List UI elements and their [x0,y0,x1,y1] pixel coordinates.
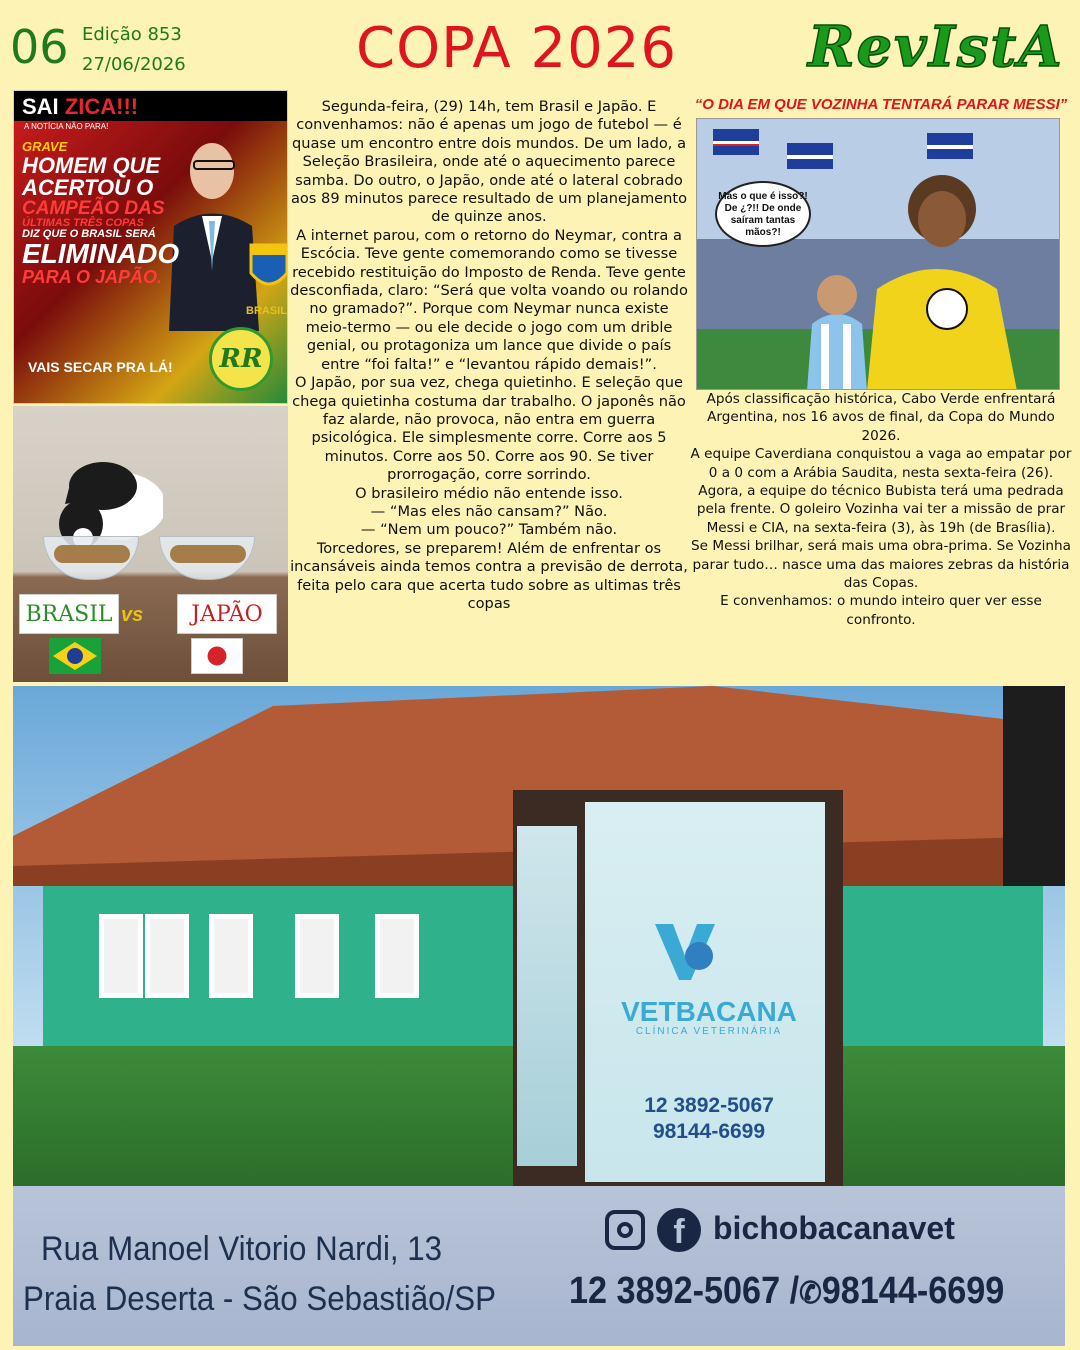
article-paragraph: A internet parou, com o retorno do Neymar, contra a Escócia. Teve gente comemorando como se tivesse recebido restituição do Imposto de Renda. Teve gente desconfiada, claro: “Será que volta voando ou rolando no gramado?”. Porque com Neymar nunca existe meio-termo — ou ele decide o jogo com um drible genial, ou protagoniza um lance que divide o país entre “foi falta!” e “levantou rápido demais!”. [290,226,688,373]
brazil-japan-article [290,98,688,613]
window [295,914,339,998]
edition-date: 27/06/2026 [82,54,186,75]
ad-brand: SAI ZICA!!! [22,94,139,119]
japao-card: JAPÃO [177,594,277,634]
window [145,914,189,998]
article-paragraph: — “Nem um pouco?” Também não. [360,521,618,539]
comic-illustration [696,118,1060,390]
brasil-card: BRASIL [19,594,119,634]
speech-bubble: Mas o que é isso?! De ¿?!! De onde saíram tantas mãos?! [715,181,811,247]
article-paragraph: Segunda-feira, (29) 14h, tem Brasil e Japão. E convenhamos: não é apenas um jogo de futebol — é quase um encontro entre dois mundos. De um lado, a Seleção Brasileira, onde até o aquecimento parece samba. Do outro, o Japão, onde até o lateral cobrado aos 89 minutos parece resultado de um planejamento de quinze anos. [290,98,688,226]
sign-phone-1: 12 3892-5067 [644,1094,774,1117]
window [99,914,143,998]
edition-info [82,20,186,80]
window [375,914,419,998]
window [209,914,253,998]
address-line-2: Praia Deserta - São Sebastião/SP [23,1280,496,1318]
address-line-1: Rua Manoel Vitorio Nardi, 13 [41,1230,443,1268]
social-handle: bichobacanavet [713,1210,955,1246]
cbf-shield-icon [247,239,288,297]
article-paragraph: Após classificação histórica, Cabo Verde enfrentará Argentina, nos 16 avos de final, da Copa do Mundo 2026. [706,391,1056,444]
cbf-label: BRASIL [246,305,287,317]
clinic-subtitle: CLÍNICA VETERINÁRIA [635,1026,783,1037]
article-paragraph: Torcedores, se preparem! Além de enfrentar os incansáveis ainda temos contra a previsão de derrota, feita pelo cara que acerta tudo sobre as ultimas três copas [290,539,688,612]
article-paragraph: O Japão, por sua vez, chega quietinho. E seleção que chega quietinha costuma dar trabalho. O japonês não faz alarde, não provoca, não entra em guerra psicológica. Ele simplesmente corre. Corre aos 5 minutos. Corre aos 50. Corre aos 90. Se tiver prorrogação, corre sorrindo. [292,374,686,484]
ad-grave-label: GRAVE [22,139,68,154]
contact-phones: 12 3892-5067 /✆98144-6699 [569,1270,1005,1312]
prediction-ad-image [13,90,288,404]
article-paragraph: Agora, a equipe do técnico Bubista terá uma pedrada pela frente. O goleiro Vozinha vai ter a missão de prar Messi e CIA, na sexta-feira (3), às 19h (de Brasília). [696,483,1066,536]
page-number: 06 [10,20,69,74]
clinic-name: VETBACANA [621,996,797,1027]
right-article-title: “O DIA EM QUE VOZINHA TENTARÁ PARAR MESSI” [694,96,1068,113]
sign-side-panel [517,826,577,1166]
facebook-icon: f [657,1208,701,1252]
edition-number: Edição 853 [82,24,182,45]
article-paragraph: — “Mas eles não cansam?” Não. [370,502,608,520]
instagram-icon [605,1210,645,1250]
magazine-logo: RevIstA [808,14,1064,80]
vet-clinic-ad [13,686,1065,1346]
ad-tagline: A NOTÍCIA NÃO PARA! [24,122,109,131]
ad-bottom-text: VAIS SECAR PRA LÁ! [28,359,173,375]
food-bowl-left [43,536,139,580]
food-bowl-right [159,536,255,580]
sign-phone-2: 98144-6699 [652,1120,766,1143]
vs-label: vs [121,604,144,626]
brazil-flag-icon [49,638,101,674]
article-paragraph: O brasileiro médio não entende isso. [355,484,623,502]
vetbacana-logo-icon [651,916,721,986]
article-paragraph: A equipe Caverdiana conquistou a vaga ao empatar por 0 a 0 com a Arábia Saudita, nesta sexta-feira (26). [690,446,1072,481]
cat-photo [13,406,288,682]
page-title: COPA 2026 [356,16,677,81]
cabo-verde-article [688,390,1074,629]
article-paragraph: E convenhamos: o mundo inteiro quer ver esse confronto. [720,593,1042,628]
ad-headline: HOMEM QUE ACERTOU O CAMPEÃO DAS ÚLTIMAS TRÊS COPAS DIZ QUE O BRASIL SERÁ ELIMINADO PARA O JAPÃO. [22,153,180,287]
rr-badge: RR [209,327,273,391]
japan-flag-icon [191,638,243,674]
article-paragraph: Se Messi brilhar, será mais uma obra-prima. Se Vozinha parar tudo… nasce uma das maiores zebras da história das Copas. [691,538,1071,592]
comic-scene-icon [697,119,1060,390]
